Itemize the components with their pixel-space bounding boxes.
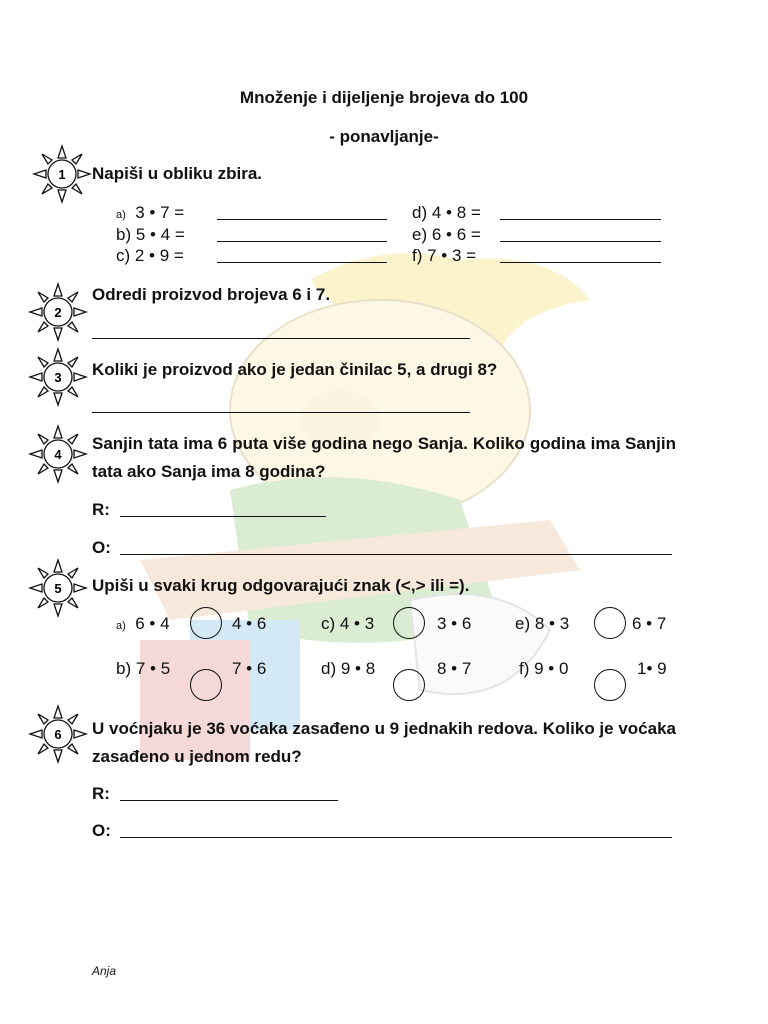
task-1-question: Napiši u obliku zbira. <box>92 164 263 183</box>
task-6-sun-icon <box>26 702 90 766</box>
task-5-number: 5 <box>54 581 62 596</box>
task-6-question: U voćnjaku je 36 voćaka zasađeno u 9 jednakih redova. Koliko je voćaka zasađeno u jednom redu? <box>92 719 676 766</box>
task-5-sun-icon <box>26 556 90 620</box>
task-1d-text: d) 4 • 8 = <box>412 203 481 222</box>
task-1f-text: f) 7 • 3 = <box>412 246 477 265</box>
author-footer: Anja <box>92 964 117 978</box>
task-1e-answer-line[interactable] <box>500 241 661 242</box>
task-4-r-answer-line[interactable] <box>120 516 326 517</box>
task-1f-answer-line[interactable] <box>500 262 661 263</box>
task-5b-right: 7 • 6 <box>232 659 267 678</box>
task-5e-left: e) 8 • 3 <box>515 614 570 633</box>
task-4-o-label: O: <box>92 538 111 557</box>
task-4-number: 4 <box>54 447 62 462</box>
task-5f-answer-circle[interactable] <box>594 669 626 701</box>
task-6-o-label: O: <box>92 821 111 840</box>
task-5f-right: 1• 9 <box>637 659 667 678</box>
task-2-question: Odredi proizvod brojeva 6 i 7. <box>92 285 331 304</box>
task-3-question: Koliki je proizvod ako je jedan činilac 5, a drugi 8? <box>92 360 498 379</box>
task-1a-label: a) <box>116 209 126 221</box>
task-2-number: 2 <box>54 305 62 320</box>
task-6-o-answer-line[interactable] <box>120 837 672 838</box>
task-4-o-answer-line[interactable] <box>120 554 672 555</box>
task-5-question: Upiši u svaki krug odgovarajući znak (<,> ili =). <box>92 576 470 595</box>
task-4-r-label: R: <box>92 500 110 519</box>
task-1e-text: e) 6 • 6 = <box>412 225 481 244</box>
task-5d-answer-circle[interactable] <box>393 669 425 701</box>
task-3-sun-icon <box>26 345 90 409</box>
task-4-question: Sanjin tata ima 6 puta više godina nego Sanja. Koliko godina ima Sanjin tata ako Sanja ima 8 godina? <box>92 434 676 481</box>
task-3-number: 3 <box>54 370 62 385</box>
task-5b-left: b) 7 • 5 <box>116 659 171 678</box>
task-5a-right: 4 • 6 <box>232 614 267 633</box>
task-1-sun-icon <box>30 142 94 206</box>
task-4-sun-icon <box>26 422 90 486</box>
task-6-number: 6 <box>54 727 62 742</box>
task-1c-text: c) 2 • 9 = <box>116 246 184 265</box>
task-5a-left: 6 • 4 <box>135 614 170 633</box>
task-5a-answer-circle[interactable] <box>190 607 222 639</box>
task-6-r-answer-line[interactable] <box>120 800 338 801</box>
task-1a-text: 3 • 7 = <box>135 203 185 222</box>
task-5a <box>116 614 170 634</box>
task-5c-right: 3 • 6 <box>437 614 472 633</box>
task-1-number: 1 <box>58 167 66 182</box>
task-1a-answer-line[interactable] <box>217 219 387 220</box>
task-3-answer-line[interactable] <box>92 412 470 413</box>
task-5b-answer-circle[interactable] <box>190 669 222 701</box>
task-1a <box>116 203 184 223</box>
page-title: Množenje i dijeljenje brojeva do 100 <box>239 88 529 107</box>
task-1c-answer-line[interactable] <box>217 262 387 263</box>
task-5c-left: c) 4 • 3 <box>321 614 375 633</box>
task-5e-answer-circle[interactable] <box>594 607 626 639</box>
task-5e-right: 6 • 7 <box>632 614 667 633</box>
task-5d-right: 8 • 7 <box>437 659 472 678</box>
task-1b-answer-line[interactable] <box>217 241 387 242</box>
task-5f-left: f) 9 • 0 <box>519 659 569 678</box>
task-2-sun-icon <box>26 280 90 344</box>
task-1d-answer-line[interactable] <box>500 219 661 220</box>
task-1b-text: b) 5 • 4 = <box>116 225 185 244</box>
task-5c-answer-circle[interactable] <box>393 607 425 639</box>
task-6-r-label: R: <box>92 784 110 803</box>
task-5d-left: d) 9 • 8 <box>321 659 376 678</box>
task-2-answer-line[interactable] <box>92 338 470 339</box>
page-subtitle: - ponavljanje- <box>329 127 439 146</box>
task-5a-label: a) <box>116 620 126 632</box>
